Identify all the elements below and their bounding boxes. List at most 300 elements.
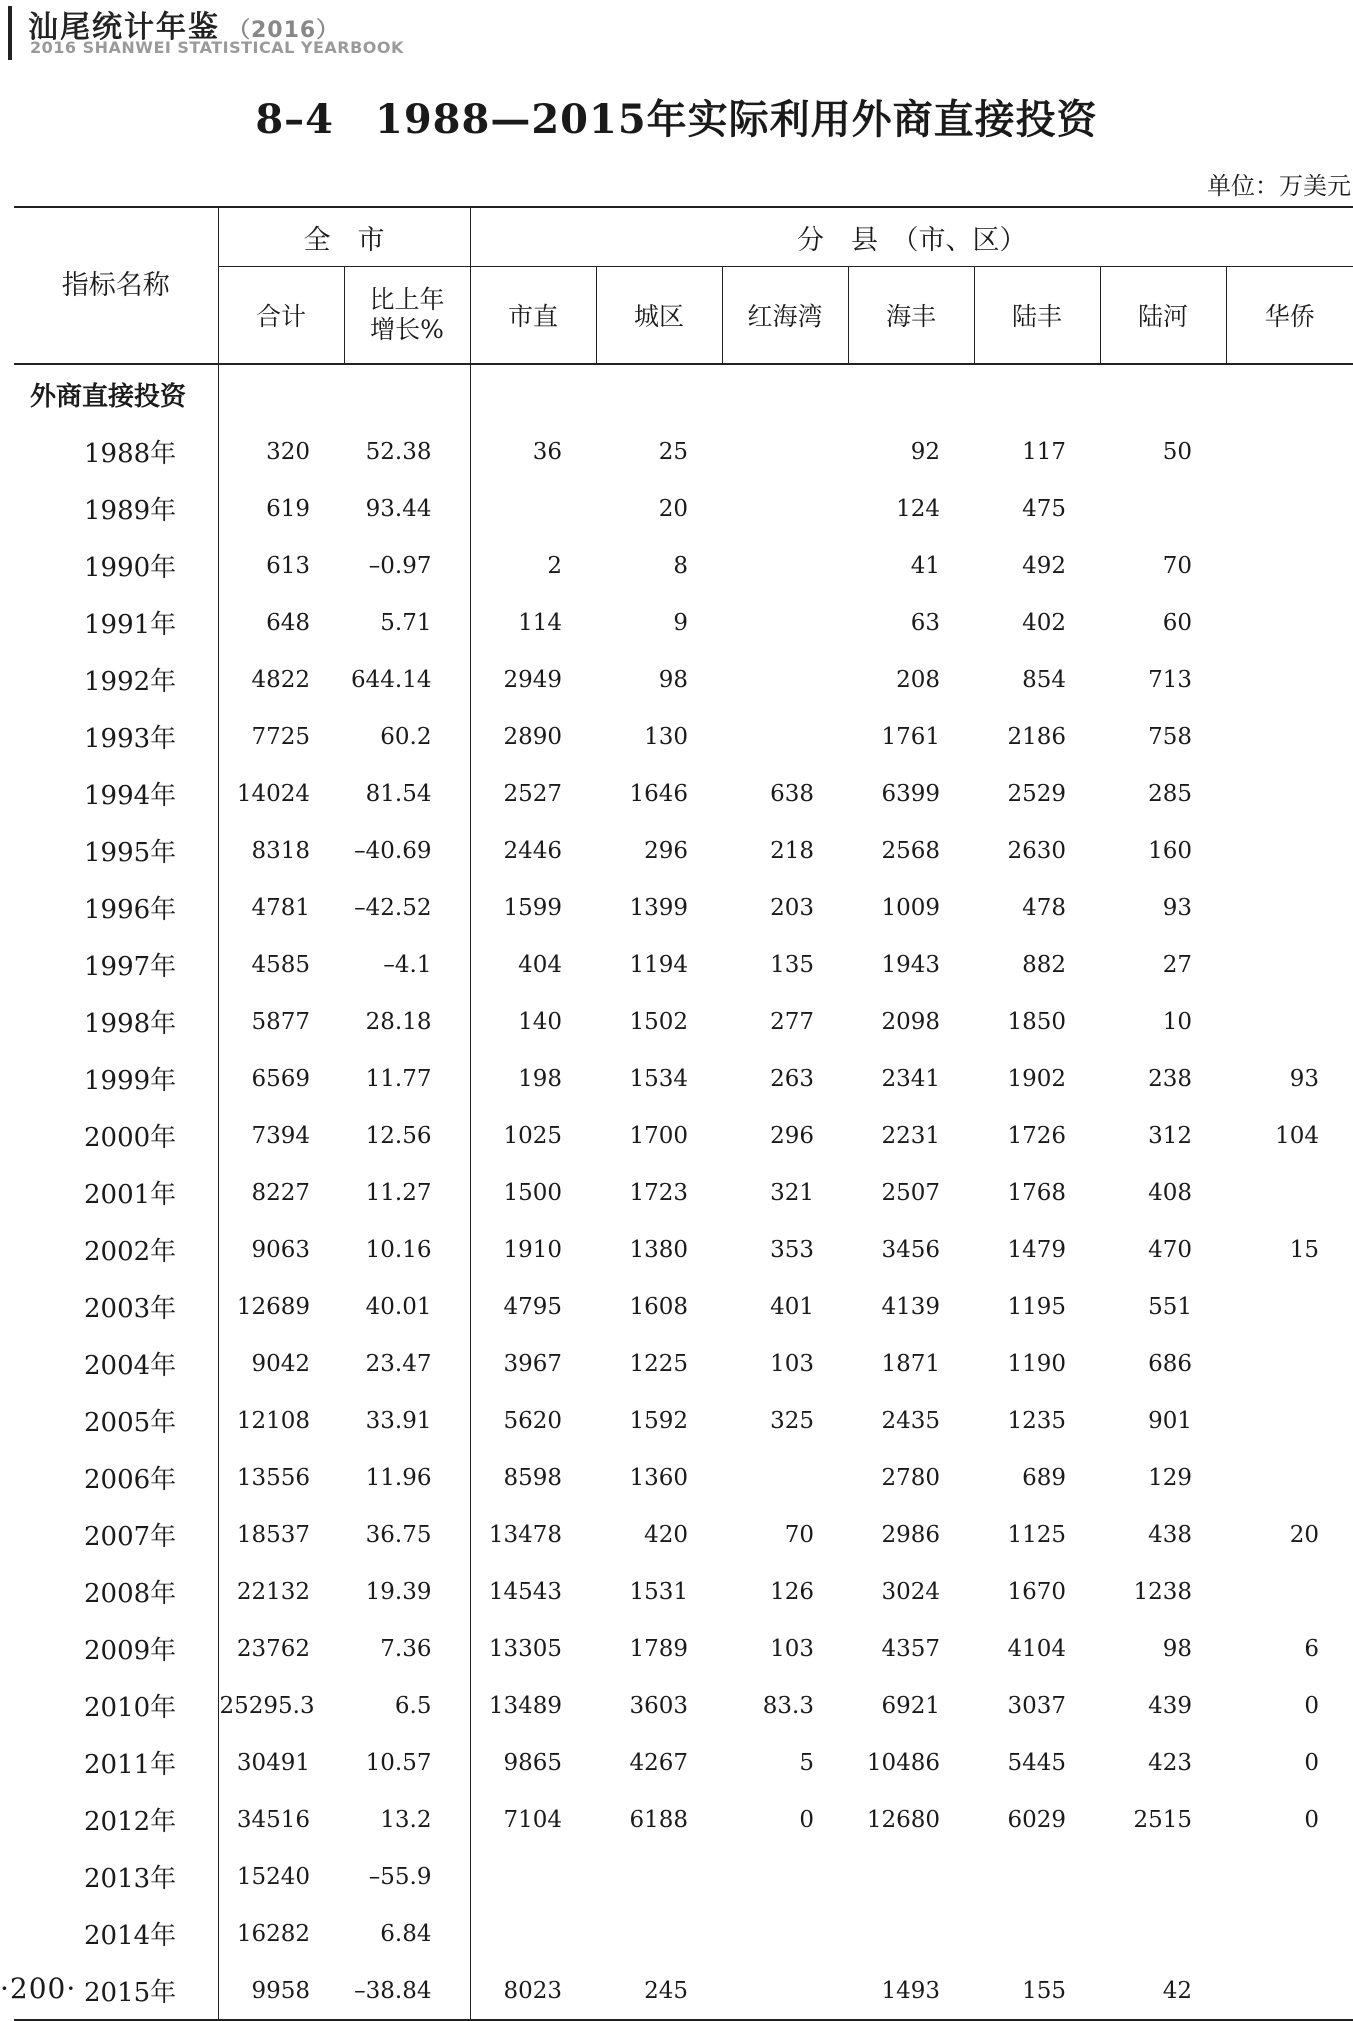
table-cell — [1226, 480, 1353, 537]
table-cell: 8 — [673, 552, 688, 579]
table-cell: 1700 — [629, 1122, 688, 1149]
table-cell: 198 — [470, 1050, 596, 1107]
table-cell: 1910 — [470, 1221, 596, 1278]
table-row — [14, 1107, 1353, 1164]
table-cell: 686 — [1148, 1350, 1192, 1377]
row-label: 2002年 — [84, 1237, 177, 1267]
col-header-haifeng: 海丰 — [848, 267, 974, 365]
category-label: 外商直接投资 — [30, 381, 187, 412]
table-cell: 104 — [1275, 1122, 1320, 1149]
table-cell — [722, 594, 848, 651]
table-cell: 238 — [1148, 1065, 1192, 1092]
table-row — [14, 1962, 1353, 2020]
table-cell: 2 — [470, 537, 596, 594]
table-cell: 5 — [799, 1749, 814, 1776]
table-cell: 1670 — [1007, 1578, 1066, 1605]
table-row — [14, 1677, 1353, 1734]
table-cell: 6188 — [629, 1806, 688, 1833]
table-cell: 11.27 — [365, 1179, 432, 1206]
table-cell: 4822 — [218, 651, 344, 708]
table-cell — [974, 1848, 1100, 1905]
table-cell: 2435 — [881, 1407, 940, 1434]
table-cell: 4781 — [218, 879, 344, 936]
table-cell: 50 — [1162, 438, 1192, 465]
table-cell: 1850 — [1007, 1008, 1066, 1035]
table-cell: 160 — [1148, 837, 1192, 864]
table-cell: 423 — [1148, 1749, 1192, 1776]
unit-label: 单位：万美元 — [1207, 172, 1351, 200]
table-cell: 1238 — [1133, 1578, 1192, 1605]
table-cell: 129 — [1148, 1464, 1192, 1491]
table-cell — [470, 1905, 596, 1962]
table-cell: 9 — [673, 609, 688, 636]
row-label: 1995年 — [84, 838, 177, 868]
table-cell: 2890 — [470, 708, 596, 765]
table-cell: 6.5 — [394, 1692, 432, 1719]
table-cell: 644.14 — [351, 666, 432, 693]
table-cell: 12.56 — [365, 1122, 432, 1149]
table-cell: 10.16 — [365, 1236, 432, 1263]
table-cell: 1943 — [881, 951, 940, 978]
table-cell: 1592 — [629, 1407, 688, 1434]
table-cell: 92 — [910, 438, 940, 465]
table-cell: 689 — [1022, 1464, 1066, 1491]
table-cell: 551 — [1148, 1293, 1192, 1320]
table-cell: 27 — [1162, 951, 1192, 978]
table-cell: 203 — [770, 894, 814, 921]
table-row — [14, 1221, 1353, 1278]
table-cell: 1789 — [629, 1635, 688, 1662]
table-cell: 6921 — [881, 1692, 940, 1719]
table-cell: 312 — [1148, 1122, 1192, 1149]
table-cell: 296 — [770, 1122, 814, 1149]
table-cell: 1399 — [629, 894, 688, 921]
table-cell: 404 — [470, 936, 596, 993]
table-cell: 1768 — [1007, 1179, 1066, 1206]
table-cell: 124 — [896, 495, 940, 522]
table-cell: 321 — [770, 1179, 814, 1206]
table-cell: 1531 — [629, 1578, 688, 1605]
table-cell: 854 — [1022, 666, 1066, 693]
table-cell: 353 — [770, 1236, 814, 1263]
table-row — [14, 1848, 1353, 1905]
table-row — [14, 1392, 1353, 1449]
table-cell: 117 — [1022, 438, 1066, 465]
table-row — [14, 537, 1353, 594]
table-cell: 3967 — [470, 1335, 596, 1392]
table-cell: 613 — [218, 537, 344, 594]
row-label: 2004年 — [84, 1351, 177, 1381]
row-label: 1989年 — [84, 496, 177, 526]
table-cell: 42 — [1100, 1962, 1226, 2020]
table-cell: 320 — [218, 423, 344, 480]
table-row — [14, 1506, 1353, 1563]
table-body — [14, 364, 1353, 2020]
table-cell: 2630 — [1007, 837, 1066, 864]
table-cell: 2446 — [470, 822, 596, 879]
col-header-total: 合计 — [218, 267, 344, 365]
table-cell: 14543 — [470, 1563, 596, 1620]
table-cell: 401 — [770, 1293, 814, 1320]
table-cell: 4795 — [470, 1278, 596, 1335]
yearbook-title-en: 2016 SHANWEI STATISTICAL YEARBOOK — [30, 38, 404, 57]
table-cell: 7.36 — [380, 1635, 432, 1662]
table-cell: 9865 — [470, 1734, 596, 1791]
table-cell: 36 — [470, 423, 596, 480]
row-label: 2011年 — [84, 1750, 177, 1780]
table-cell: 22132 — [218, 1563, 344, 1620]
table-cell: 901 — [1148, 1407, 1192, 1434]
table-cell: 8318 — [218, 822, 344, 879]
table-row — [14, 993, 1353, 1050]
table-row — [14, 423, 1353, 480]
table-cell: 2098 — [881, 1008, 940, 1035]
table-cell: 1380 — [629, 1236, 688, 1263]
indicator-header: 指标名称 — [61, 269, 170, 301]
group-county-header: 分 县 （市、区） — [470, 207, 1353, 267]
table-cell: 263 — [770, 1065, 814, 1092]
table-cell: 402 — [1022, 609, 1066, 636]
row-label: 1999年 — [84, 1066, 177, 1096]
table-cell: –40.69 — [354, 837, 432, 864]
col-header-huaqiao: 华侨 — [1226, 267, 1353, 365]
table-row — [14, 1449, 1353, 1506]
table-title: 8–4 1988—2015年实际利用外商直接投资 — [255, 96, 1098, 143]
table-cell: 1871 — [881, 1350, 940, 1377]
table-cell: 63 — [910, 609, 940, 636]
table-cell: 60.2 — [380, 723, 432, 750]
table-cell — [722, 1848, 848, 1905]
table-cell: 0 — [1304, 1749, 1320, 1776]
table-cell: 14024 — [218, 765, 344, 822]
table-cell: 2515 — [1133, 1806, 1192, 1833]
row-label: 1988年 — [84, 439, 177, 469]
table-cell: 83.3 — [762, 1692, 814, 1719]
table-cell: 140 — [470, 993, 596, 1050]
table-row — [14, 1791, 1353, 1848]
table-cell: 93 — [1289, 1065, 1320, 1092]
table-row — [14, 1620, 1353, 1677]
table-cell: 3456 — [881, 1236, 940, 1263]
table-cell: 6569 — [218, 1050, 344, 1107]
table-cell: 475 — [1022, 495, 1066, 522]
table-cell: 2986 — [881, 1521, 940, 1548]
row-label: 2000年 — [84, 1123, 177, 1153]
table-row — [14, 651, 1353, 708]
table-cell: 16282 — [218, 1905, 344, 1962]
table-cell: 28.18 — [365, 1008, 432, 1035]
row-label: 2009年 — [84, 1636, 177, 1666]
table-cell: 0 — [799, 1806, 814, 1833]
table-cell: 20 — [658, 495, 688, 522]
table-cell: 126 — [770, 1578, 814, 1605]
table-cell: 3024 — [881, 1578, 940, 1605]
table-cell: 1723 — [629, 1179, 688, 1206]
yearbook-year: （2016） — [228, 18, 340, 43]
table-cell — [722, 537, 848, 594]
table-cell: 6 — [1304, 1635, 1320, 1662]
table-cell: 1500 — [470, 1164, 596, 1221]
table-cell: 638 — [770, 780, 814, 807]
row-label: 1996年 — [84, 895, 177, 925]
table-row — [14, 1050, 1353, 1107]
table-cell: 12108 — [218, 1392, 344, 1449]
table-row — [14, 879, 1353, 936]
table-cell: 2341 — [881, 1065, 940, 1092]
table-cell: 70 — [784, 1521, 814, 1548]
table-cell: 8227 — [218, 1164, 344, 1221]
table-cell: 34516 — [218, 1791, 344, 1848]
row-label: 2006年 — [84, 1465, 177, 1495]
table-cell — [470, 480, 596, 537]
table-row — [14, 1734, 1353, 1791]
table-cell: 1190 — [1007, 1350, 1066, 1377]
header-rule — [8, 6, 12, 60]
row-label: 1998年 — [84, 1009, 177, 1039]
table-cell: 4267 — [629, 1749, 688, 1776]
row-label: 2007年 — [84, 1522, 177, 1552]
table-cell: 3603 — [629, 1692, 688, 1719]
row-label: 2008年 — [84, 1579, 177, 1609]
row-label: 2010年 — [84, 1693, 177, 1723]
table-cell: 30491 — [218, 1734, 344, 1791]
table-cell: 12689 — [218, 1278, 344, 1335]
table-cell: 1502 — [629, 1008, 688, 1035]
table-cell: 1646 — [629, 780, 688, 807]
table-cell: 13489 — [470, 1677, 596, 1734]
table-cell: 1009 — [881, 894, 940, 921]
row-label: 2012年 — [84, 1807, 177, 1837]
table-cell: 4104 — [1007, 1635, 1066, 1662]
table-cell — [722, 1905, 848, 1962]
table-cell: –4.1 — [383, 951, 432, 978]
table-cell: 93 — [1162, 894, 1192, 921]
row-label: 2014年 — [84, 1921, 177, 1951]
table-cell: 296 — [644, 837, 688, 864]
table-cell: 13556 — [218, 1449, 344, 1506]
table-cell — [1226, 708, 1353, 765]
col-header-city-direct: 市直 — [470, 267, 596, 365]
table-cell: 15 — [1289, 1236, 1320, 1263]
table-cell: 40.01 — [365, 1293, 432, 1320]
table-cell — [722, 480, 848, 537]
table-cell: 1125 — [1007, 1521, 1066, 1548]
category-row — [14, 364, 1353, 423]
table-cell: 420 — [644, 1521, 688, 1548]
table-row — [14, 1278, 1353, 1335]
table-cell — [722, 1449, 848, 1506]
table-row — [14, 594, 1353, 651]
table-cell — [1226, 822, 1353, 879]
table-cell — [1100, 480, 1226, 537]
table-cell: 1225 — [629, 1350, 688, 1377]
table-cell: 25295.3 — [218, 1677, 344, 1734]
table-cell: 478 — [1022, 894, 1066, 921]
table-cell: 4139 — [881, 1293, 940, 1320]
table-cell: 93.44 — [365, 495, 432, 522]
table-cell: 3037 — [1007, 1692, 1066, 1719]
row-label: 2013年 — [84, 1864, 177, 1894]
table-cell: 11.96 — [365, 1464, 432, 1491]
table-cell: 1235 — [1007, 1407, 1066, 1434]
table-cell: 11.77 — [365, 1065, 432, 1092]
table-cell: 325 — [770, 1407, 814, 1434]
table-cell: 5620 — [470, 1392, 596, 1449]
table-cell: 6029 — [1007, 1806, 1066, 1833]
table-cell — [1226, 594, 1353, 651]
table-cell: 60 — [1162, 609, 1192, 636]
col-header-honghaiwan: 红海湾 — [722, 267, 848, 365]
table-cell: 1534 — [629, 1065, 688, 1092]
table-cell: 1599 — [470, 879, 596, 936]
table-cell: 15240 — [218, 1848, 344, 1905]
table-cell — [1100, 1905, 1226, 1962]
table-cell: 1360 — [629, 1464, 688, 1491]
table-cell — [1226, 1164, 1353, 1221]
table-cell: 20 — [1289, 1521, 1320, 1548]
table-cell: 13478 — [470, 1506, 596, 1563]
table-row — [14, 1905, 1353, 1962]
table-cell: 41 — [910, 552, 940, 579]
table-cell: 882 — [1022, 951, 1066, 978]
yearbook-title-text: 汕尾统计年鉴 — [28, 10, 220, 45]
table-cell: 1902 — [1007, 1065, 1066, 1092]
table-cell: 5445 — [1007, 1749, 1066, 1776]
table-cell: 4585 — [218, 936, 344, 993]
table-cell — [1226, 1392, 1353, 1449]
table-cell: 8023 — [470, 1962, 596, 2020]
table-cell: 2507 — [881, 1179, 940, 1206]
row-label: 2005年 — [84, 1408, 177, 1438]
table-cell: 1493 — [848, 1962, 974, 2020]
table-cell: 114 — [470, 594, 596, 651]
table-cell — [722, 651, 848, 708]
table-cell: 13305 — [470, 1620, 596, 1677]
table-row — [14, 822, 1353, 879]
table-cell: 81.54 — [365, 780, 432, 807]
table-cell — [1226, 1335, 1353, 1392]
table-cell — [1100, 1848, 1226, 1905]
table-cell: 713 — [1148, 666, 1192, 693]
table-cell: 2780 — [881, 1464, 940, 1491]
table-cell — [722, 423, 848, 480]
table-cell: 218 — [770, 837, 814, 864]
col-header-growth: 比上年 增长% — [344, 267, 470, 365]
table-cell: 0 — [1304, 1806, 1320, 1833]
table-cell: 12680 — [866, 1806, 940, 1833]
table-row — [14, 936, 1353, 993]
table-cell — [1226, 765, 1353, 822]
table-cell: 130 — [644, 723, 688, 750]
table-row — [14, 480, 1353, 537]
table-cell — [1226, 1962, 1353, 2020]
table-cell: 103 — [770, 1635, 814, 1662]
table-cell — [1226, 1905, 1353, 1962]
table-cell: 9042 — [218, 1335, 344, 1392]
row-label: 1992年 — [84, 667, 177, 697]
table-row — [14, 1164, 1353, 1221]
table-cell: 13.2 — [380, 1806, 432, 1833]
table-cell: 438 — [1148, 1521, 1192, 1548]
group-city-header: 全 市 — [218, 207, 470, 267]
table-cell: 18537 — [218, 1506, 344, 1563]
table-cell — [1226, 879, 1353, 936]
table-cell — [1226, 993, 1353, 1050]
col-header-luhe: 陆河 — [1100, 267, 1226, 365]
table-cell: 7725 — [218, 708, 344, 765]
table-cell: 7104 — [470, 1791, 596, 1848]
table-cell: 648 — [218, 594, 344, 651]
table-cell: 619 — [218, 480, 344, 537]
table-cell: 70 — [1162, 552, 1192, 579]
fdi-table — [14, 206, 1353, 2021]
table-cell: 7394 — [218, 1107, 344, 1164]
table-cell: 2186 — [1007, 723, 1066, 750]
col-header-chengqu: 城区 — [596, 267, 722, 365]
table-cell: 2527 — [470, 765, 596, 822]
table-cell: 19.39 — [365, 1578, 432, 1605]
row-label: 2001年 — [84, 1180, 177, 1210]
table-cell: 36.75 — [365, 1521, 432, 1548]
table-cell: 439 — [1148, 1692, 1192, 1719]
table-cell — [722, 708, 848, 765]
table-cell — [1226, 1563, 1353, 1620]
table-cell: –55.9 — [368, 1863, 432, 1890]
table-cell: 10.57 — [365, 1749, 432, 1776]
table-cell: 492 — [1022, 552, 1066, 579]
table-cell: 155 — [974, 1962, 1100, 2020]
table-cell: 277 — [770, 1008, 814, 1035]
table-cell: 245 — [596, 1962, 722, 2020]
table-cell: 208 — [896, 666, 940, 693]
row-label: 1993年 — [84, 724, 177, 754]
table-cell: 758 — [1148, 723, 1192, 750]
table-cell: 1761 — [881, 723, 940, 750]
table-cell: 0 — [1304, 1692, 1320, 1719]
table-cell — [974, 1905, 1100, 1962]
table-cell — [1226, 651, 1353, 708]
table-row — [14, 708, 1353, 765]
table-cell: 1726 — [1007, 1122, 1066, 1149]
row-label: 1991年 — [84, 610, 177, 640]
table-cell — [722, 1962, 848, 2020]
table-row — [14, 765, 1353, 822]
table-cell: 1608 — [629, 1293, 688, 1320]
table-cell — [596, 1848, 722, 1905]
table-cell: 1025 — [470, 1107, 596, 1164]
row-label: 1994年 — [84, 781, 177, 811]
table-cell: 2529 — [1007, 780, 1066, 807]
table-cell: 10 — [1162, 1008, 1192, 1035]
table-cell — [1226, 423, 1353, 480]
col-header-lufeng: 陆丰 — [974, 267, 1100, 365]
table-row — [14, 1563, 1353, 1620]
table-cell: 1195 — [1007, 1293, 1066, 1320]
table-cell: 10486 — [866, 1749, 940, 1776]
table-cell: 6.84 — [380, 1920, 432, 1947]
table-cell: 103 — [770, 1350, 814, 1377]
row-label: 2003年 — [84, 1294, 177, 1324]
table-cell: 5877 — [218, 993, 344, 1050]
table-cell: 470 — [1148, 1236, 1192, 1263]
table-cell: 285 — [1148, 780, 1192, 807]
table-cell: 33.91 — [365, 1407, 432, 1434]
table-cell: 8598 — [470, 1449, 596, 1506]
table-cell: 98 — [658, 666, 688, 693]
table-cell: 98 — [1162, 1635, 1192, 1662]
table-cell: 9958 — [218, 1962, 344, 2020]
table-cell: 5.71 — [380, 609, 432, 636]
